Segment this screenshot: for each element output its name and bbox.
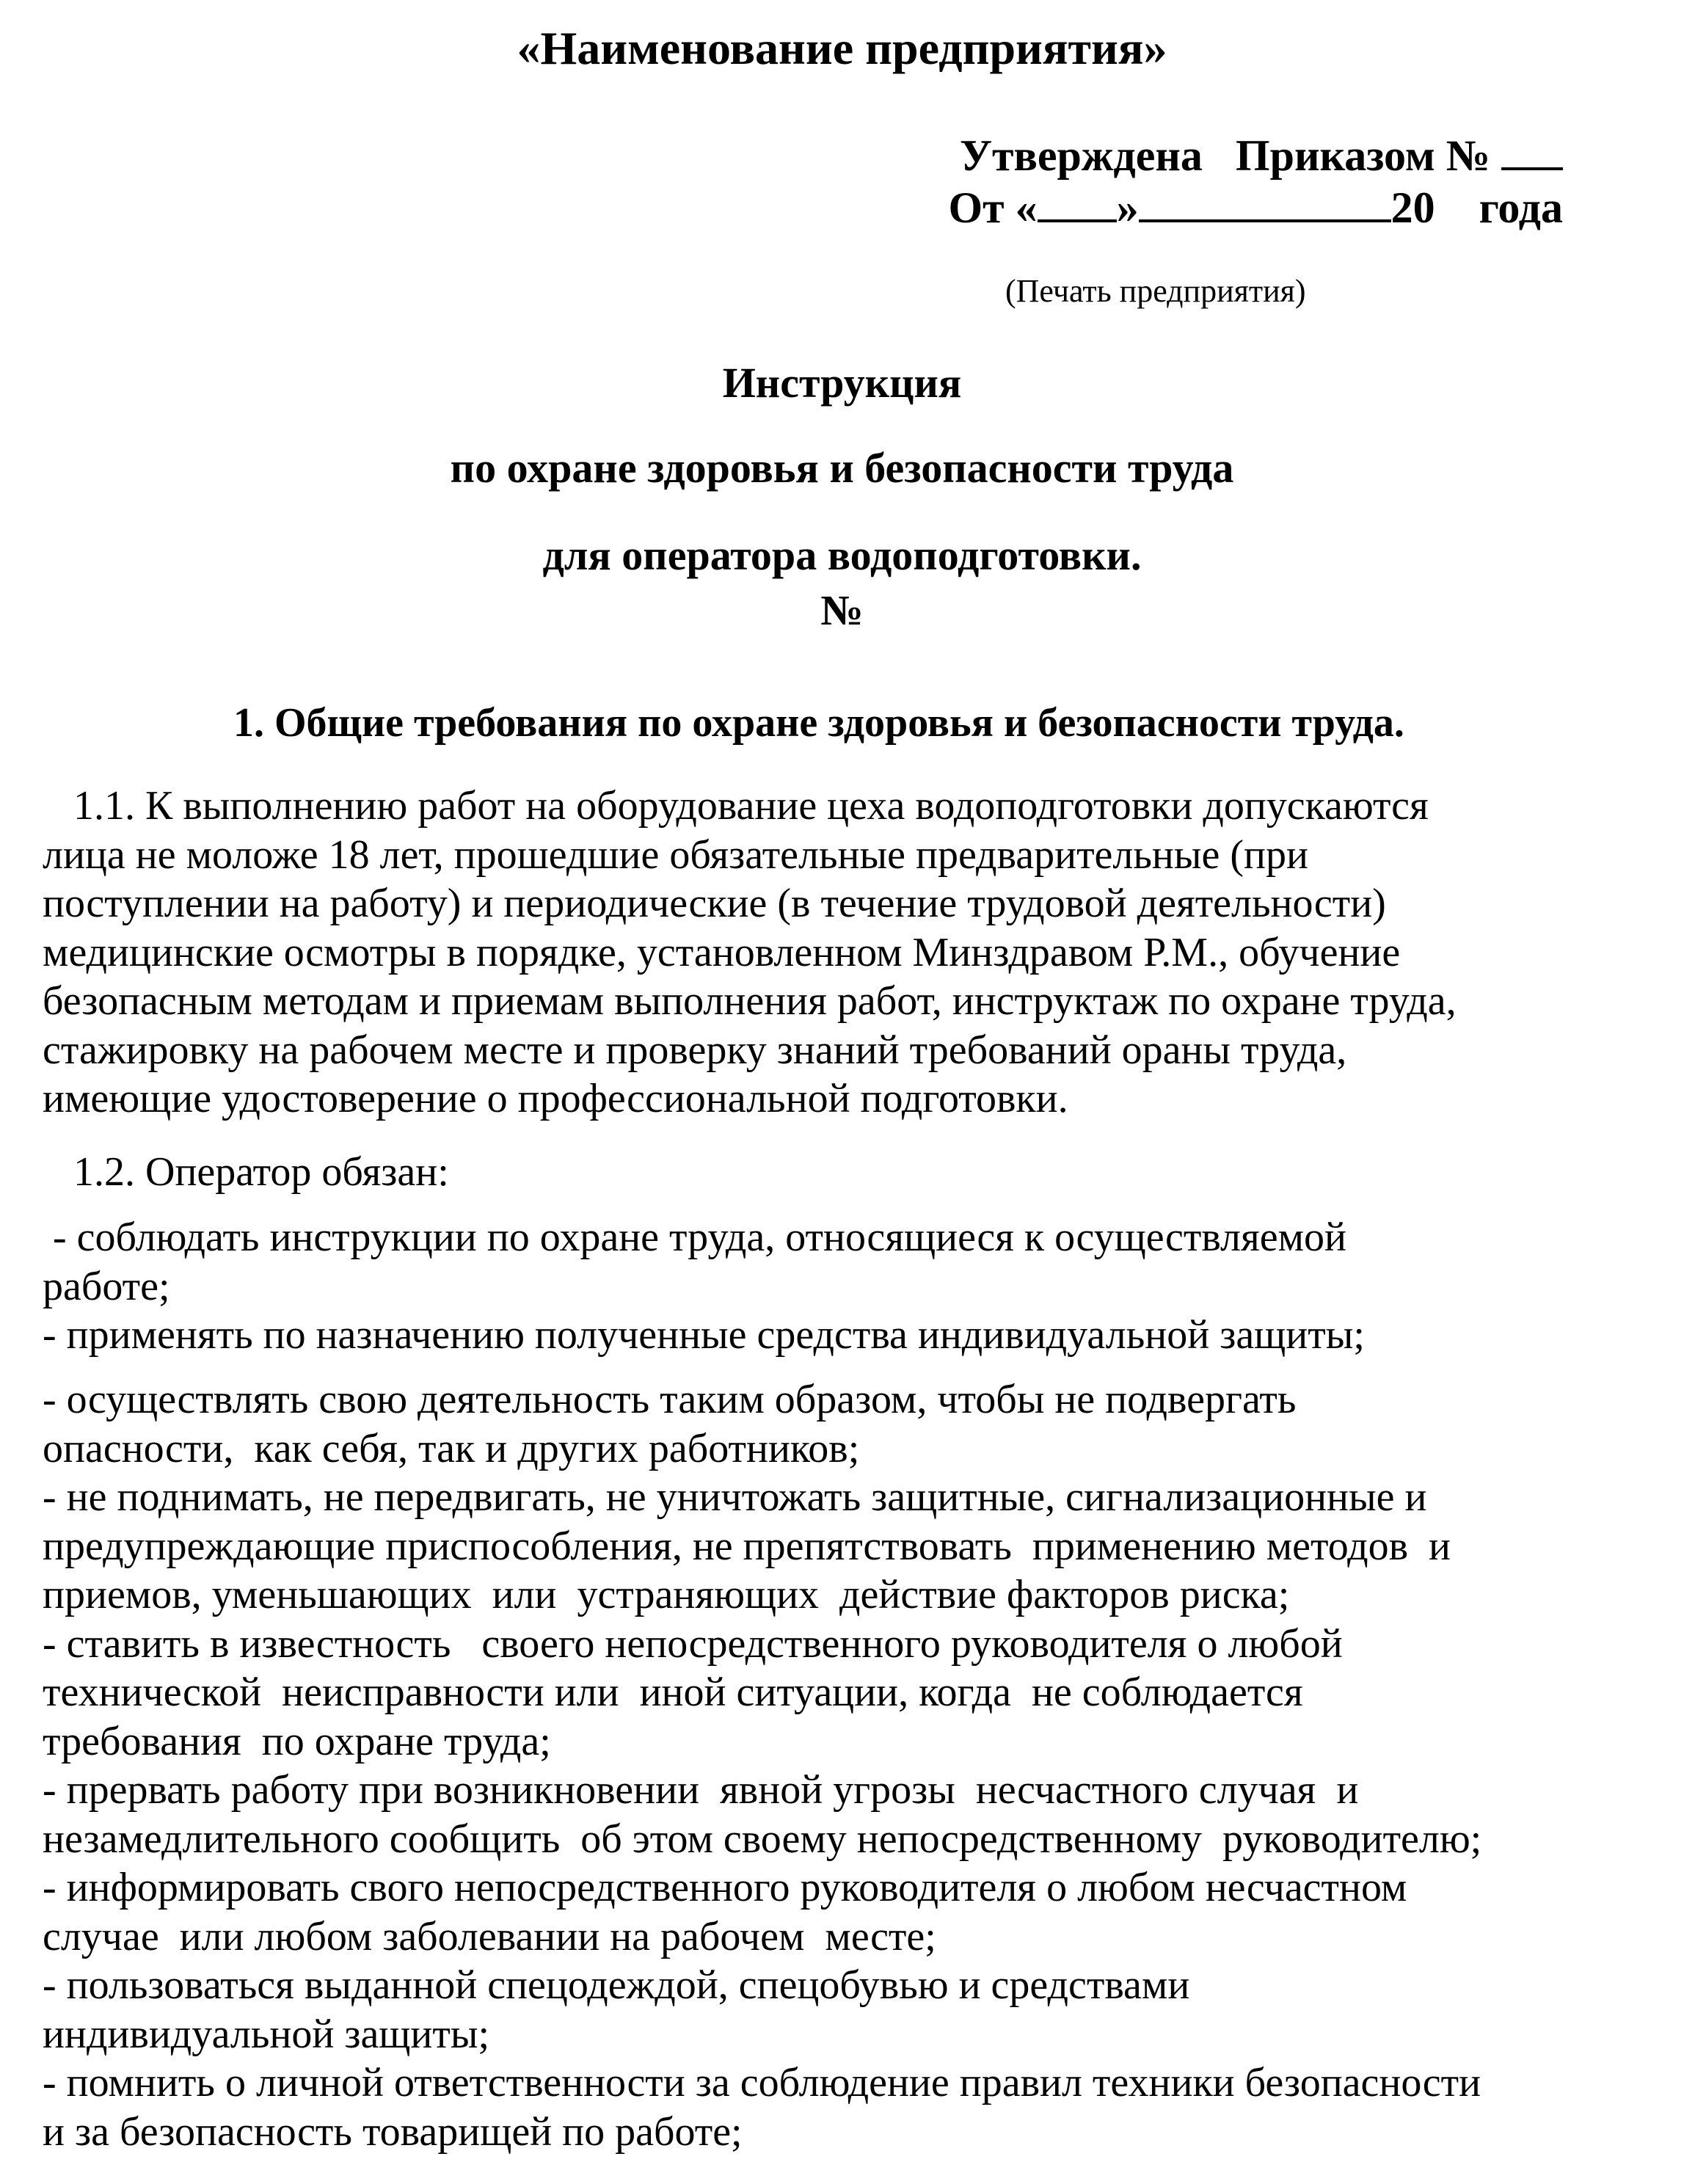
paragraph-1-1: [43, 782, 1642, 1124]
paragraph-line: поступлении на работу) и периодические (в течение трудовой деятельности): [43, 881, 1386, 926]
company-name: «Наименование предприятия»: [517, 22, 1167, 74]
list-item: опасности, как себя, так и других работников;: [43, 1425, 860, 1471]
order-number-blank: [1501, 129, 1563, 170]
section-heading: 1. Общие требования по охране здоровья и безопасности труда.: [233, 700, 1404, 746]
list-item: - соблюдать инструкции по охране труда, относящиеся к осуществляемой: [43, 1215, 1347, 1260]
paragraph-1-2: [43, 1148, 1642, 1197]
paragraph-line: 1.1. К выполнению работ на оборудование цеха водоподготовки допускаются: [43, 783, 1429, 829]
list-item: - пользоваться выданной спецодеждой, спецобувью и средствами: [43, 1962, 1190, 2008]
date-quote-close: »: [1116, 183, 1139, 232]
stamp-caption: (Печать предприятия): [1005, 273, 1306, 309]
list-item: работе;: [43, 1263, 170, 1309]
approval-order-label: Утверждена Приказом №: [959, 131, 1501, 180]
paragraph-line: стажировку на рабочем месте и проверку знаний требований ораны труда,: [43, 1027, 1347, 1073]
list-item: случае или любом заболевании на рабочем месте;: [43, 1913, 936, 1959]
approval-block: [932, 129, 1563, 233]
list-item: технической неисправности или иной ситуации, когда не соблюдается: [43, 1670, 1303, 1715]
list-item: и за безопасность товарищей по работе;: [43, 2108, 743, 2155]
paragraph-line: 1.2. Оператор обязан:: [43, 1149, 449, 1195]
paragraph-line: лица не моложе 18 лет, прошедшие обязательные предварительные (при: [43, 831, 1308, 878]
instruction-subtitle: по охране здоровья и безопасности труда: [450, 444, 1234, 492]
list-item: - прервать работу при возникновении явной угрозы несчастного случая и: [43, 1767, 1359, 1813]
paragraph-line: безопасным методам и приемам выполнения работ, инструктаж по охране труда,: [43, 978, 1457, 1024]
approval-date-line: [932, 181, 1563, 233]
month-blank: [1139, 181, 1391, 222]
list-item: предупреждающие приспособления, не препятствовать применению методов и: [43, 1523, 1451, 1569]
list-item: - информировать свого непосредственного руководителя о любом несчастном: [43, 1865, 1407, 1910]
list-item: индивидуальной защиты;: [43, 2011, 490, 2057]
list-item: требования по охране труда;: [43, 1718, 551, 1764]
list-item: приемов, уменьшающих или устраняющих действие факторов риска;: [43, 1572, 1290, 1617]
list-item: - помнить о личной ответственности за соблюдение правил техники безопасности: [43, 2060, 1481, 2105]
approval-order-line: [932, 129, 1563, 181]
duties-list-a: [43, 1213, 1642, 1360]
instruction-title: Инструкция: [722, 359, 962, 407]
year-label: 20 года: [1390, 183, 1563, 232]
day-blank: [1038, 181, 1117, 222]
instruction-number: №: [820, 586, 864, 634]
instruction-target: для оператора водоподготовки.: [542, 531, 1142, 579]
duties-list-b: [43, 1375, 1642, 2156]
list-item: - ставить в известность своего непосредственного руководителя о любой: [43, 1620, 1343, 1667]
list-item: - применять по назначению полученные средства индивидуальной защиты;: [43, 1312, 1365, 1358]
list-item: - не поднимать, не передвигать, не уничтожать защитные, сигнализационные и: [43, 1474, 1427, 1520]
paragraph-line: медицинские осмотры в порядке, установленном Минздравом Р.М., обучение: [43, 929, 1401, 975]
date-from-label: От «: [948, 183, 1038, 232]
paragraph-line: имеющие удостоверение о профессиональной подготовки.: [43, 1076, 1068, 1121]
list-item: незамедлительного сообщить об этом своему непосредственному руководителю;: [43, 1816, 1482, 1862]
list-item: - осуществлять свою деятельность таким образом, чтобы не подвергать: [43, 1377, 1297, 1422]
